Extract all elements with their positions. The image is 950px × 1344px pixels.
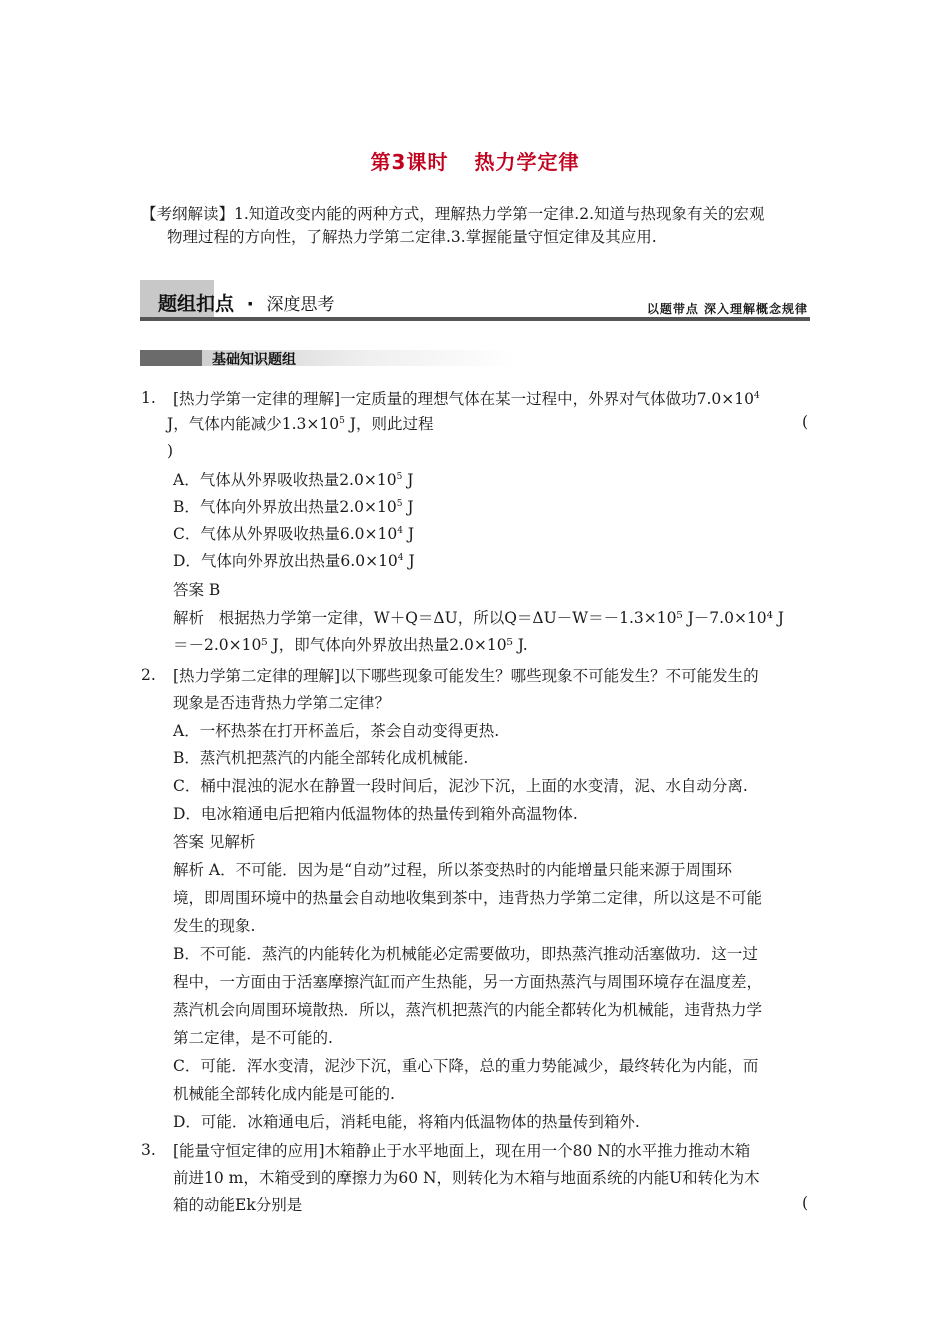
q1-analysis-line-2: ＝－2.0×10⁵ J，即气体向外界放出热量2.0×10⁵ J.	[173, 636, 528, 654]
q1-stem-line-2: J，气体内能减少$1.3\times 10^5$ J，则此过程	[167, 415, 434, 433]
q1-answer-paren-open: (	[801, 413, 808, 431]
banner-title: 题组扣点 · 深度思考	[158, 293, 335, 315]
q2-analysis-line: 境，即周围环境中的热量会自动地收集到茶中，违背热力学第二定律，所以这是不可能	[173, 889, 763, 907]
q1-option-b: B．气体向外界放出热量$2.0\times 10^5$ J	[173, 498, 414, 516]
section-header-bar	[140, 350, 516, 366]
q3-stem-line-1: [能量守恒定律的应用]木箱静止于水平地面上，现在用一个80 N的水平推力推动木箱	[173, 1142, 751, 1160]
lesson-number: 第3课时	[370, 150, 449, 174]
q3-stem-line-2: 前进10 m，木箱受到的摩擦力为60 N，则转化为木箱与地面系统的内能U和转化为木	[173, 1169, 760, 1187]
q1-option-a: A．气体从外界吸收热量$2.0\times 10^5$ J	[173, 471, 414, 489]
outline-line-1: 【考纲解读】1.知道改变内能的两种方式，理解热力学第一定律.2.知道与热现象有关的宏观	[141, 205, 765, 223]
q2-stem-line-2: 现象是否违背热力学第二定律？	[173, 694, 391, 712]
lesson-topic: 热力学定律	[474, 150, 580, 174]
q1-option-c: C．气体从外界吸收热量$6.0\times 10^4$ J	[173, 525, 415, 543]
q3-answer-paren-open: (	[801, 1194, 808, 1212]
q2-answer: 答案 见解析	[173, 833, 256, 851]
q2-number: 2.	[141, 666, 156, 684]
q1-option-d: D．气体向外界放出热量$6.0\times 10^4$ J	[173, 552, 415, 570]
page-title	[0, 146, 950, 175]
q2-stem-line-1: [热力学第二定律的理解]以下哪些现象可能发生？哪些现象不可能发生？不可能发生的	[173, 667, 759, 685]
q2-analysis-line: 解析 A．不可能．因为是“自动”过程，所以茶变热时的内能增量只能来源于周围环	[173, 861, 732, 879]
q2-analysis-line: D．可能．冰箱通电后，消耗电能，将箱内低温物体的热量传到箱外.	[173, 1113, 640, 1131]
q1-answer-paren-close: )	[167, 442, 174, 460]
q2-analysis-line: 发生的现象.	[173, 917, 256, 935]
q2-analysis-line: B．不可能．蒸汽的内能转化为机械能必定需要做功，即热蒸汽推动活塞做功．这一过	[173, 945, 758, 963]
q2-analysis-line: 机械能全部转化成内能是可能的.	[173, 1085, 395, 1103]
q2-option-a: A．一杯热茶在打开杯盖后，茶会自动变得更热.	[173, 722, 500, 740]
outline-tag: 【考纲解读】	[141, 205, 235, 223]
q3-number: 3.	[141, 1141, 156, 1159]
q2-option-c: C．桶中混浊的泥水在静置一段时间后，泥沙下沉，上面的水变清，泥、水自动分离.	[173, 777, 748, 795]
outline-line-2: 物理过程的方向性，了解热力学第二定律.3.掌握能量守恒定律及其应用.	[167, 228, 657, 246]
section-label: 基础知识题组	[212, 352, 296, 368]
q2-analysis-line: 第二定律，是不可能的.	[173, 1029, 333, 1047]
q1-stem-line-1: [热力学第一定律的理解]一定质量的理想气体在某一过程中，外界对气体做功$7.0\times 10^4$	[173, 390, 760, 408]
q2-option-d: D．电冰箱通电后把箱内低温物体的热量传到箱外高温物体.	[173, 805, 578, 823]
q1-analysis-line-1: 解析 根据热力学第一定律，W＋Q＝ΔU，所以Q＝ΔU－W＝－1.3×10⁵ J－7.0×10⁴ J	[173, 609, 785, 627]
banner-tagline: 以题带点 深入理解概念规律	[646, 302, 808, 316]
q2-analysis-line: 程中，一方面由于活塞摩擦汽缸而产生热能，另一方面热蒸汽与周围环境存在温度差，	[173, 973, 763, 991]
q2-analysis-line: 蒸汽机会向周围环境散热．所以，蒸汽机把蒸汽的内能全都转化为机械能，违背热力学	[173, 1001, 763, 1019]
q3-stem-line-3: 箱的动能Ek分别是	[173, 1196, 303, 1214]
banner-rule	[140, 317, 810, 321]
q2-option-b: B．蒸汽机把蒸汽的内能全部转化成机械能.	[173, 749, 469, 767]
q2-analysis-line: C．可能．浑水变清，泥沙下沉，重心下降，总的重力势能减少，最终转化为内能，而	[173, 1057, 759, 1075]
q1-answer: 答案 B	[173, 581, 221, 599]
q1-number: 1.	[141, 389, 156, 407]
